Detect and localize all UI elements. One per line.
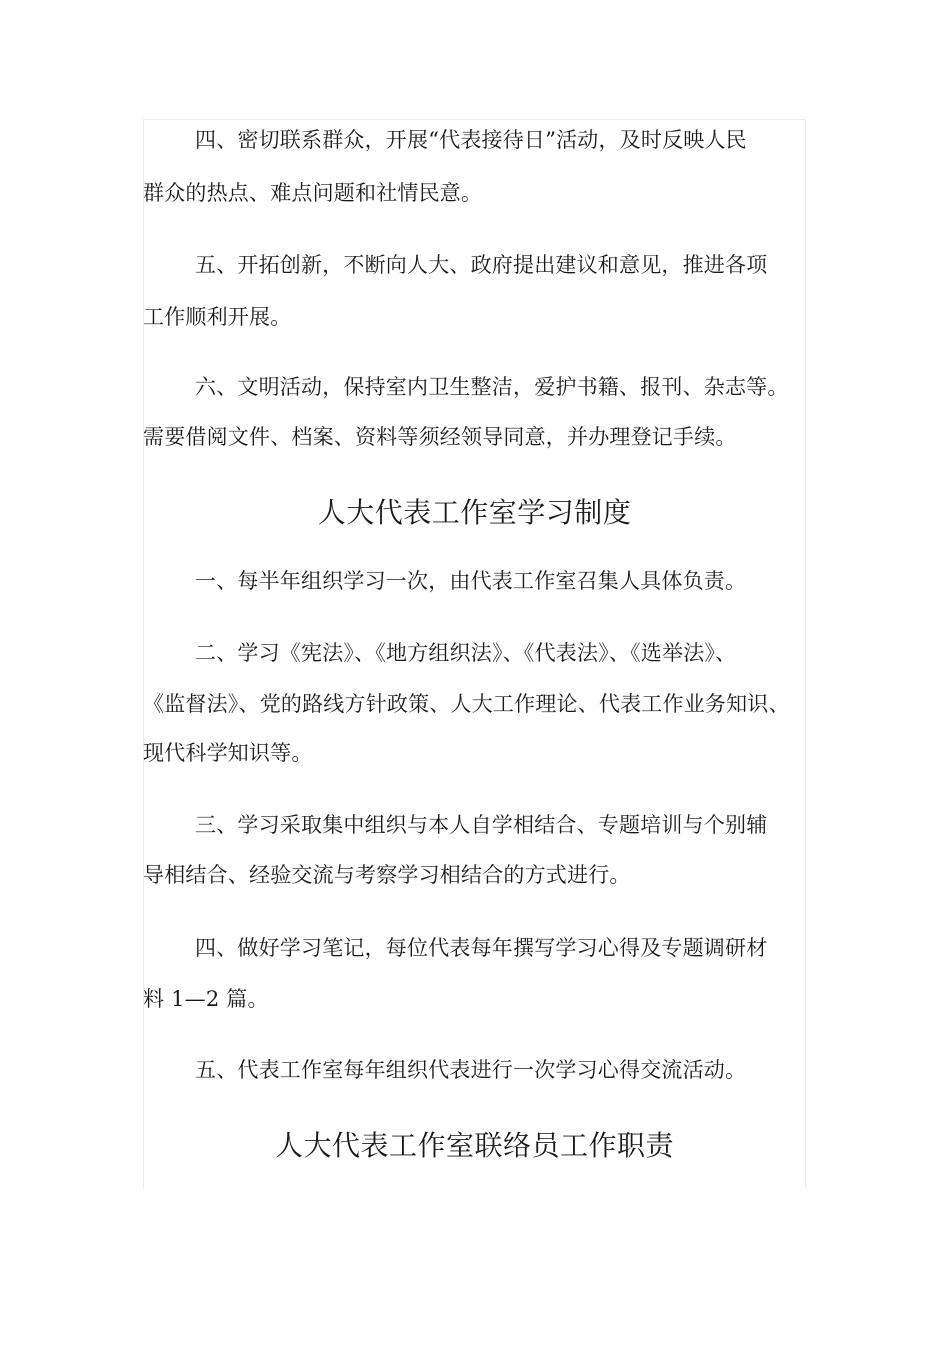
study-item-3-line-2: 导相结合、经验交流与考察学习相结合的方式进行。 (143, 863, 631, 887)
study-item-2-line-3: 现代科学知识等。 (143, 741, 313, 765)
paragraph-4-line-1: 四、密切联系群众，开展“代表接待日”活动，及时反映人民 (195, 128, 747, 152)
study-item-4-line-2: 料 1—2 篇。 (143, 987, 269, 1011)
study-item-4-line-1: 四、做好学习笔记，每位代表每年撰写学习心得及专题调研材 (195, 936, 768, 960)
study-item-5-line-1: 五、代表工作室每年组织代表进行一次学习心得交流活动。 (195, 1058, 747, 1082)
paragraph-6-line-1: 六、文明活动，保持室内卫生整洁，爱护书籍、报刊、杂志等。 (195, 375, 789, 399)
study-item-2-line-2: 《监督法》、党的路线方针政策、人大工作理论、代表工作业务知识、 (143, 692, 790, 716)
paragraph-6-line-2: 需要借阅文件、档案、资料等须经领导同意，并办理登记手续。 (143, 425, 737, 449)
study-item-1-line-1: 一、每半年组织学习一次，由代表工作室召集人具体负责。 (195, 569, 747, 593)
liaison-duties-title: 人大代表工作室联络员工作职责 (274, 1129, 674, 1162)
study-system-title: 人大代表工作室学习制度 (317, 496, 632, 529)
paragraph-4-line-2: 群众的热点、难点问题和社情民意。 (143, 181, 483, 205)
study-item-3-line-1: 三、学习采取集中组织与本人自学相结合、专题培训与个别辅 (195, 813, 768, 837)
paragraph-5-line-1: 五、开拓创新，不断向人大、政府提出建议和意见，推进各项 (195, 253, 768, 277)
study-item-2-line-1: 二、学习《宪法》、《地方组织法》、《代表法》、《选举法》、 (195, 641, 737, 665)
paragraph-5-line-2: 工作顺利开展。 (143, 305, 292, 329)
